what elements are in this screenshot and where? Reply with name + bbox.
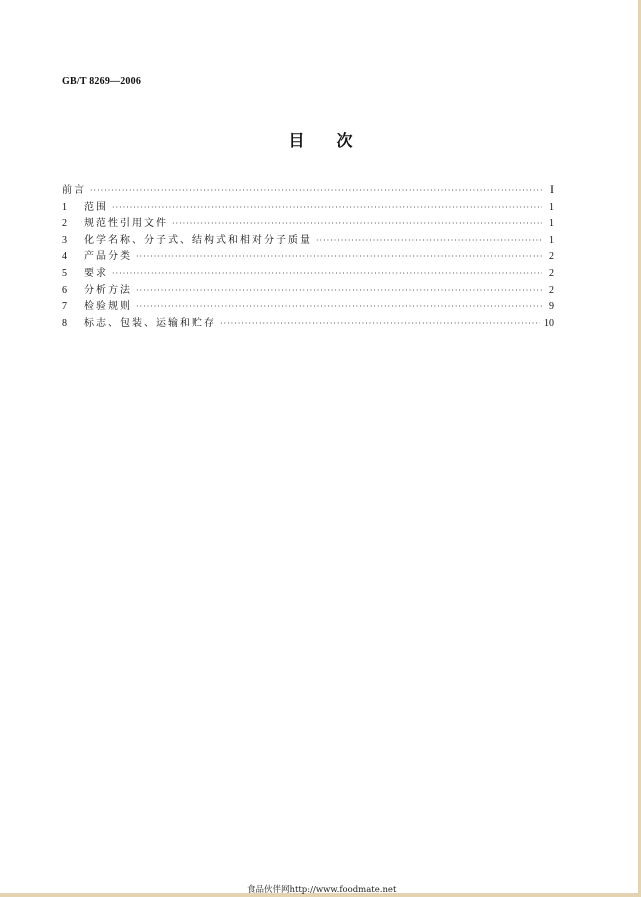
toc-label: 前言: [62, 185, 86, 196]
toc-page-number: 1: [549, 234, 554, 246]
toc-number: 7: [62, 301, 67, 313]
title-char: 目: [288, 131, 305, 150]
toc-leader-dots: [220, 319, 540, 328]
toc-page-number: 2: [549, 267, 554, 279]
toc-label: 产品分类: [84, 251, 132, 263]
toc-label: 分析方法: [84, 284, 132, 296]
toc-number: 2: [62, 218, 67, 230]
toc-label: 检验规则: [84, 301, 132, 313]
toc-page-number: 2: [549, 251, 554, 263]
toc-entry[interactable]: [62, 247, 554, 264]
page-title: [0, 128, 641, 151]
footer-watermark: 食品伙伴网http://www.foodmate.net: [247, 885, 397, 895]
toc-page-number: 2: [549, 284, 554, 296]
toc-label: 要求: [84, 267, 108, 279]
toc-leader-dots: [316, 236, 542, 245]
toc-leader-dots: [136, 286, 542, 295]
toc-page-number: 9: [549, 301, 554, 313]
toc-leader-dots: [90, 186, 542, 195]
toc-page-number: 1: [549, 218, 554, 230]
toc-number: 3: [62, 234, 67, 246]
title-char: 次: [336, 131, 353, 150]
toc-label: 标志、包装、运输和贮存: [84, 317, 216, 329]
toc-number: 8: [62, 317, 67, 329]
toc-entry[interactable]: [62, 297, 554, 314]
toc-leader-dots: [112, 269, 542, 278]
toc-entry[interactable]: [62, 231, 554, 248]
toc-entry[interactable]: [62, 181, 554, 198]
toc-label: 规范性引用文件: [84, 218, 168, 230]
toc-page-number: 10: [544, 317, 554, 329]
toc-entry[interactable]: [62, 264, 554, 281]
toc-leader-dots: [172, 219, 542, 228]
toc-leader-dots: [112, 203, 542, 212]
toc-leader-dots: [136, 252, 542, 261]
toc-leader-dots: [136, 302, 542, 311]
standard-number: GB/T 8269—2006: [62, 76, 142, 87]
toc-entry[interactable]: [62, 281, 554, 298]
toc-number: 6: [62, 284, 67, 296]
toc-label: 范围: [84, 201, 108, 213]
toc-entry[interactable]: [62, 314, 554, 331]
toc-number: 4: [62, 251, 67, 263]
toc-number: 1: [62, 201, 67, 213]
table-of-contents: [62, 181, 554, 330]
toc-page-number: I: [550, 182, 554, 196]
toc-page-number: 1: [549, 201, 554, 213]
toc-entry[interactable]: [62, 214, 554, 231]
toc-label: 化学名称、分子式、结构式和相对分子质量: [84, 234, 312, 246]
toc-number: 5: [62, 267, 67, 279]
toc-entry[interactable]: [62, 198, 554, 215]
